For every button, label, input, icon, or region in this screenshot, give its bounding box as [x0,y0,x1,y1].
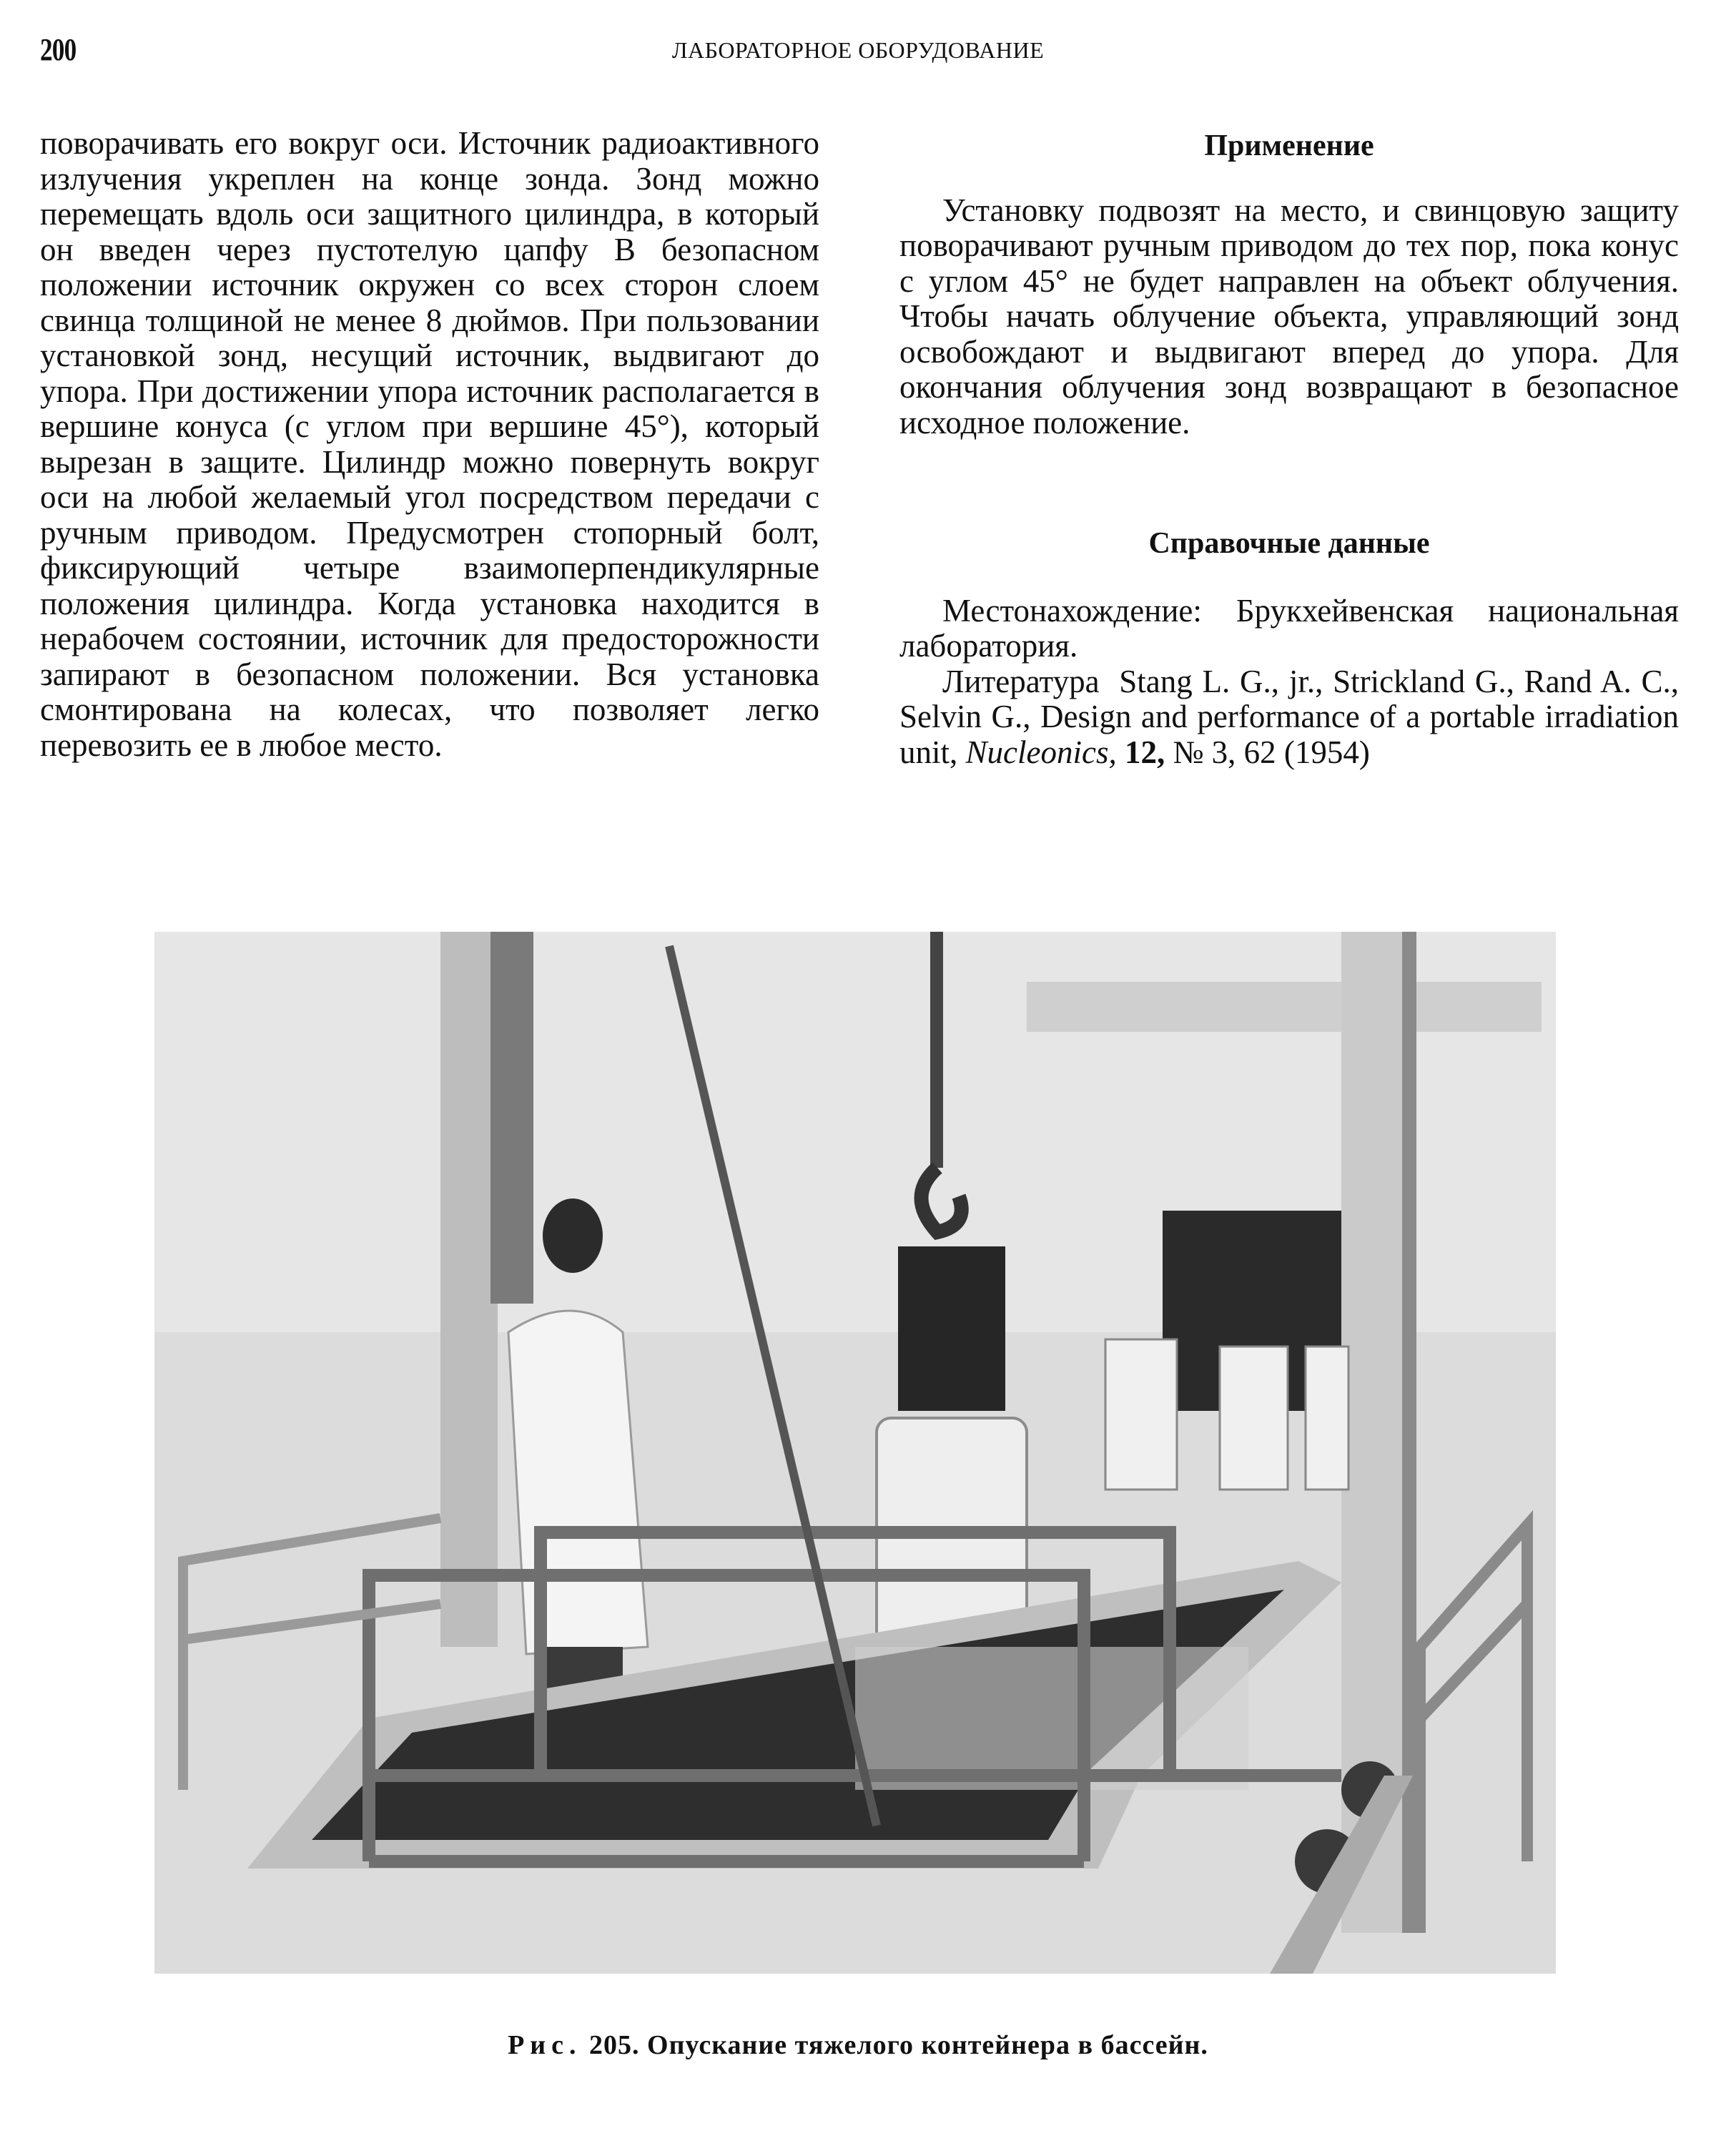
crane-chain [930,932,943,1168]
literature-journal: Nucleonics, [965,734,1117,770]
background-cylinder [1306,1347,1348,1490]
literature-volume: 12, [1124,734,1165,770]
literature-authors: Stang L. G., jr., Strickland G., Rand A. C., Selvin G., Design and performance of a portable irradiation unit, [899,663,1680,770]
left-column [40,126,819,763]
page-number: 200 [40,32,77,67]
person-head [543,1198,603,1273]
caption-label: Рис. [508,2030,582,2060]
overhead-beam [1027,982,1542,1032]
running-head: ЛАБОРАТОРНОЕ ОБОРУДОВАНИЕ [671,37,1045,63]
literature-paragraph [899,664,1679,771]
figure-caption [0,2029,1716,2061]
section-heading-application: Применение [1204,129,1374,162]
caption-number: 205. [589,2030,640,2060]
application-paragraph: Установку подвозят на место, и свинцовую защиту поворачивают ручным приводом до тех пор, пока конус с углом 45° не будет направлен на объект облучения. Чтобы начать облучение объекта, управляющий зонд освобождают и выдвигают вперед до упора. Для окончания облучения зонд возвращают в безопасное исходное положение. [899,192,1679,440]
column-left-shadow [490,932,533,1304]
body-paragraph: поворачивать его вокруг оси. Источник радиоактивного излучения укреплен на конце зонда. Зонд можно перемещать вдоль оси защитного цилиндра, в который он введен через пустотелую цапфу В безопасном положении источник окружен со всех сторон слоем свинца толщиной не менее 8 дюймов. При пользовании установкой зонд, несущий источник, выдвигают до упора. При достижении упора источник располагается в вершине конуса (с углом при вершине 45°), который вырезан в защите. Цилиндр можно повернуть вокруг оси на любой желаемый угол посредством передачи с ручным приводом. Предусмотрен стопорный болт, фиксирующий четыре взаимоперпендикулярные положения цилиндра. Когда установка находится в нерабочем состоянии, источник для предосторожности запирают в безопасном положении. Вся установка смонтирована на колесах, что позволяет легко перевозить ее в любое место. [40,125,819,763]
literature-issue: № 3, 62 (1954) [1173,734,1370,770]
hoist-block [898,1246,1005,1411]
photo-illustration [154,932,1556,1974]
pool-submerged-area [855,1647,1248,1790]
caption-text: Опускание тяжелого контейнера в бассейн. [647,2030,1208,2060]
location-paragraph: Местонахождение: Брукхейвенская национальная лаборатория. [899,592,1679,664]
column-left [440,932,498,1647]
literature-label: Литература [942,663,1100,699]
background-cylinder [1105,1339,1177,1490]
right-column [899,126,1679,770]
section-heading-reference-data: Справочные данные [1148,527,1430,560]
background-cylinder [1220,1347,1288,1490]
figure-photo [154,932,1556,1974]
